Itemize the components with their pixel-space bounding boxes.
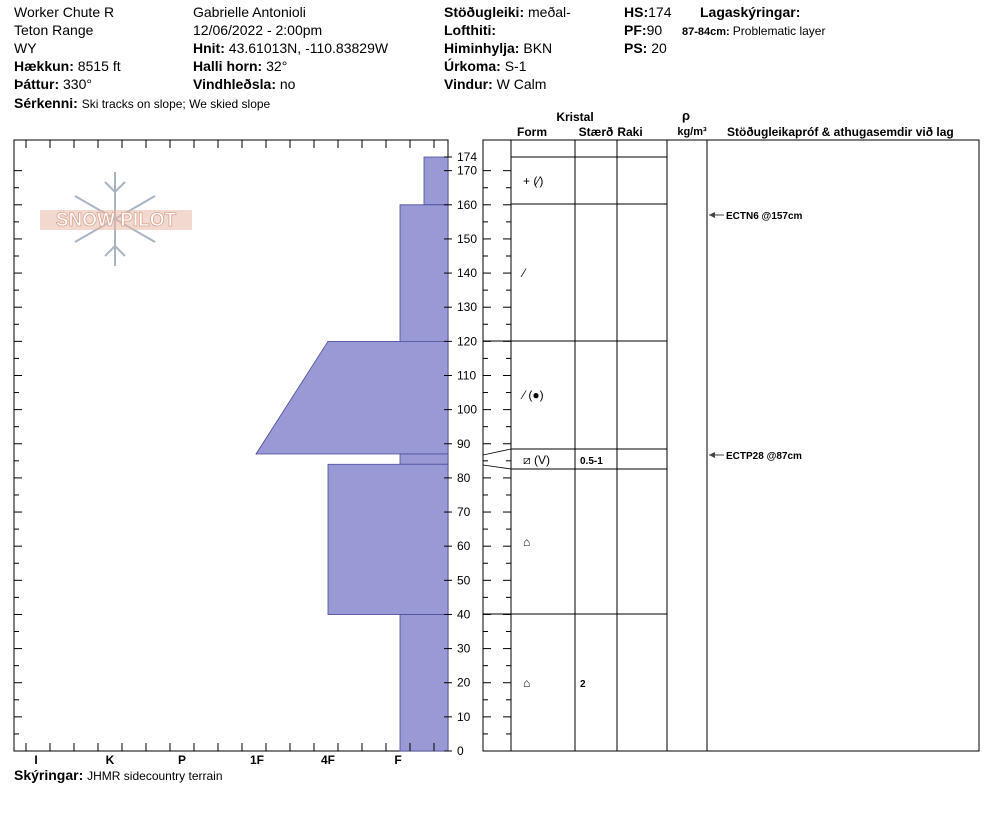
wind-value: W Calm — [496, 76, 547, 92]
hardness-bar — [400, 454, 448, 464]
y-tick-label: 140 — [457, 266, 478, 281]
hardness-bar — [328, 464, 448, 614]
layer-connector — [483, 465, 511, 469]
grain-form-symbol: ⁄ — [523, 266, 526, 280]
y-tick-label: 0 — [457, 744, 464, 758]
grain-form-symbol: ⌂ — [523, 535, 531, 549]
y-tick-label: 10 — [457, 709, 471, 724]
ps-label: PS: — [624, 40, 648, 56]
comments-label: Skýringar: — [14, 767, 84, 783]
wind-loading-value: no — [279, 76, 296, 92]
aspect-label: Þáttur: — [14, 76, 60, 92]
wind-label: Vindur: — [444, 76, 493, 92]
stability-value: meðal- — [528, 4, 571, 20]
features-label: Sérkenni: — [14, 95, 78, 111]
grain-form-symbol: ⁄ (●) — [523, 388, 544, 402]
layer-table-frame — [483, 140, 979, 751]
layer-note-range: 87-84cm: — [682, 26, 730, 38]
y-tick-label: 170 — [457, 163, 478, 178]
stability-test-label: ECTN6 @157cm — [726, 211, 803, 222]
y-tick-label: 120 — [457, 334, 478, 349]
grain-form-symbol: ⌂ — [523, 676, 531, 690]
hs-value: 174 — [648, 4, 672, 20]
slope-value: 32° — [266, 58, 288, 74]
snowpilot-logo — [40, 172, 192, 266]
elevation-label: Hækkun: — [14, 58, 74, 74]
observation-datetime: 12/06/2022 - 2:00pm — [193, 22, 323, 38]
x-tick-label: F — [394, 753, 402, 767]
arrow-icon — [709, 212, 715, 218]
air-temp-label: Lofthiti: — [444, 22, 497, 38]
x-tick-label: I — [34, 753, 38, 767]
precip-value: S-1 — [504, 58, 527, 74]
grain-size: 2 — [580, 679, 586, 690]
y-tick-label: 100 — [457, 402, 478, 417]
grain-form-symbol: ⧄ (V) — [523, 453, 550, 467]
y-tick-label: 174 — [457, 150, 478, 164]
observer-name: Gabrielle Antonioli — [193, 4, 306, 20]
y-tick-label: 90 — [457, 436, 471, 451]
x-tick-label: P — [177, 753, 187, 767]
x-tick-label: K — [105, 753, 115, 767]
x-tick-label: 1F — [249, 753, 265, 767]
wind-loading-label: Vindhleðsla: — [193, 76, 276, 92]
pf-value: 90 — [646, 22, 663, 38]
y-tick-label: 70 — [457, 505, 471, 520]
coordinates-value: 43.61013N, -110.83829W — [228, 40, 389, 56]
y-tick-label: 50 — [457, 573, 471, 588]
grain-form-symbol: + (⁄) — [523, 174, 544, 188]
ps-value: 20 — [651, 40, 667, 56]
y-tick-label: 40 — [457, 607, 471, 622]
hardness-bar — [424, 157, 448, 205]
layer-connector — [483, 449, 511, 455]
location-name: Worker Chute R — [14, 4, 115, 20]
density-symbol: ρ — [681, 108, 691, 123]
y-tick-label: 160 — [457, 197, 478, 212]
arrow-icon — [709, 452, 715, 458]
precip-label: Úrkoma: — [444, 58, 501, 74]
coordinates-label: Hnit: — [193, 40, 225, 56]
hs-label: HS: — [624, 4, 649, 20]
moisture-header: Raki — [617, 125, 643, 139]
slope-label: Halli horn: — [193, 58, 263, 74]
state: WY — [14, 40, 37, 56]
form-header: Form — [517, 125, 547, 139]
features-value: Ski tracks on slope; We skied slope — [81, 97, 271, 111]
logo-text: SNOW PILOT — [55, 210, 177, 231]
aspect-value: 330° — [63, 76, 92, 92]
crystal-header: Kristal — [556, 110, 594, 124]
density-unit: kg/m³ — [677, 126, 707, 138]
y-tick-label: 20 — [457, 675, 471, 690]
y-tick-label: 80 — [457, 470, 471, 485]
stability-test-label: ECTP28 @87cm — [726, 451, 802, 462]
x-tick-label: 4F — [320, 753, 336, 767]
y-tick-label: 130 — [457, 300, 478, 315]
sky-value: BKN — [523, 40, 553, 56]
y-tick-label: 110 — [457, 368, 477, 383]
grain-size: 0.5-1 — [580, 456, 603, 467]
layer-note-text: Problematic layer — [732, 24, 826, 38]
hardness-bar — [400, 614, 448, 751]
y-tick-label: 30 — [457, 641, 471, 656]
hardness-bar — [256, 341, 448, 454]
pf-label: PF: — [624, 22, 647, 38]
stability-label: Stöðugleiki: — [444, 4, 525, 20]
y-tick-label: 150 — [457, 231, 478, 246]
mountain-range: Teton Range — [14, 22, 94, 38]
tests-header: Stöðugleikapróf & athugasemdir við lag — [727, 125, 954, 139]
comments-value: JHMR sidecountry terrain — [87, 769, 223, 783]
elevation-value: 8515 ft — [77, 58, 121, 74]
y-tick-label: 60 — [457, 539, 471, 554]
hardness-bar — [400, 205, 448, 342]
sky-label: Himinhylja: — [444, 40, 520, 56]
size-header: Stærð — [578, 125, 614, 139]
layer-notes-title: Lagaskýringar: — [700, 4, 801, 20]
